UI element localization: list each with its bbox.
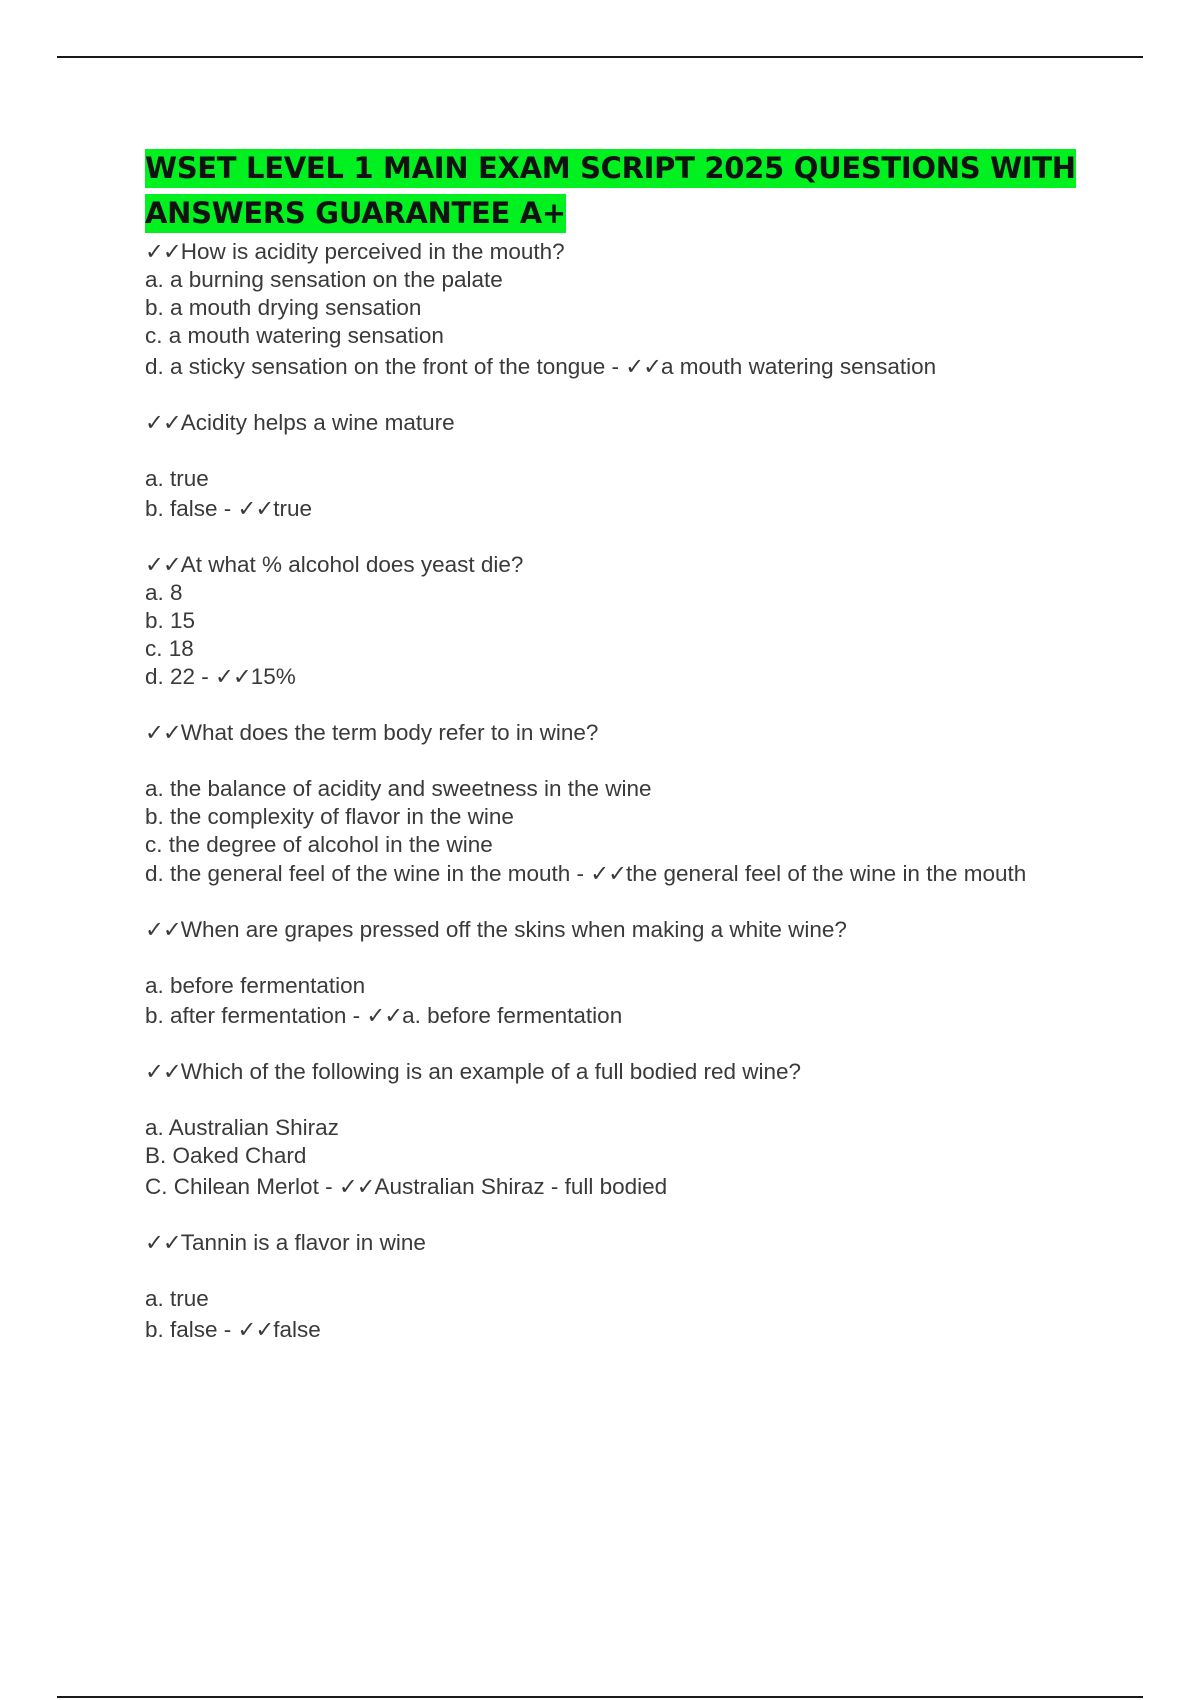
footer-rule bbox=[57, 1696, 1143, 1698]
check-icon: ✓✓ bbox=[338, 1174, 375, 1199]
question-block-1 bbox=[145, 238, 1085, 381]
question-text: ✓✓Which of the following is an example of a full bodied red wine? bbox=[145, 1059, 802, 1084]
option-b-with-answer: b. false - ✓✓true bbox=[145, 496, 313, 521]
check-icon: ✓✓ bbox=[590, 861, 626, 886]
option-b: B. Oaked Chard bbox=[145, 1143, 307, 1168]
question-text: ✓✓What does the term body refer to in wine? bbox=[145, 720, 599, 745]
answer-text: 15% bbox=[250, 664, 296, 689]
question-block-7 bbox=[145, 1229, 1085, 1344]
question-block-2 bbox=[145, 409, 1085, 523]
option-b: b. 15 bbox=[145, 608, 196, 633]
option-c: c. 18 bbox=[145, 636, 194, 661]
header-rule bbox=[57, 56, 1143, 58]
check-icon: ✓✓ bbox=[145, 239, 181, 264]
spacer bbox=[145, 1257, 1085, 1285]
check-icon: ✓✓ bbox=[145, 917, 181, 942]
check-icon: ✓✓ bbox=[145, 1059, 181, 1084]
check-icon: ✓✓ bbox=[366, 1003, 403, 1028]
page-title bbox=[145, 146, 1085, 236]
spacer bbox=[145, 691, 1085, 719]
option-a: a. the balance of acidity and sweetness in the wine bbox=[145, 776, 652, 801]
option-a: a. true bbox=[145, 466, 209, 491]
option-d-with-answer: d. 22 - ✓✓15% bbox=[145, 664, 296, 689]
spacer bbox=[145, 523, 1085, 551]
option-b: b. the complexity of flavor in the wine bbox=[145, 804, 514, 829]
title-highlight: WSET LEVEL 1 MAIN EXAM SCRIPT 2025 QUESTIONS WITH ANSWERS GUARANTEE A+ bbox=[145, 149, 1076, 233]
option-a: a. a burning sensation on the palate bbox=[145, 267, 503, 292]
option-a: a. true bbox=[145, 1286, 209, 1311]
check-icon: ✓✓ bbox=[237, 496, 274, 521]
question-text: ✓✓How is acidity perceived in the mouth? bbox=[145, 239, 565, 264]
question-block-6 bbox=[145, 1058, 1085, 1201]
check-icon: ✓✓ bbox=[145, 410, 181, 435]
check-icon: ✓✓ bbox=[625, 354, 662, 379]
answer-text: the general feel of the wine in the mouth bbox=[626, 861, 1027, 886]
option-a: a. before fermentation bbox=[145, 973, 366, 998]
question-text: ✓✓Tannin is a flavor in wine bbox=[145, 1230, 426, 1255]
spacer bbox=[145, 747, 1085, 775]
option-c: c. the degree of alcohol in the wine bbox=[145, 832, 493, 857]
check-icon: ✓✓ bbox=[215, 664, 251, 689]
spacer bbox=[145, 944, 1085, 972]
question-block-5 bbox=[145, 916, 1085, 1030]
spacer bbox=[145, 1201, 1085, 1229]
option-b-with-answer: b. after fermentation - ✓✓a. before fermentation bbox=[145, 1003, 623, 1028]
question-block-3 bbox=[145, 551, 1085, 691]
check-icon: ✓✓ bbox=[237, 1317, 274, 1342]
option-b: b. a mouth drying sensation bbox=[145, 295, 422, 320]
spacer bbox=[145, 1030, 1085, 1058]
answer-text: false bbox=[273, 1317, 321, 1342]
document-body bbox=[145, 146, 1085, 1344]
spacer bbox=[145, 888, 1085, 916]
question-text: ✓✓Acidity helps a wine mature bbox=[145, 410, 455, 435]
spacer bbox=[145, 381, 1085, 409]
question-text: ✓✓When are grapes pressed off the skins when making a white wine? bbox=[145, 917, 847, 942]
option-a: a. Australian Shiraz bbox=[145, 1115, 339, 1140]
check-icon: ✓✓ bbox=[145, 720, 181, 745]
option-d-with-answer: d. the general feel of the wine in the mouth - ✓✓the general feel of the wine in the mouth bbox=[145, 861, 1027, 886]
option-b-with-answer: b. false - ✓✓false bbox=[145, 1317, 321, 1342]
answer-text: a mouth watering sensation bbox=[661, 354, 937, 379]
check-icon: ✓✓ bbox=[145, 552, 181, 577]
option-d-with-answer: d. a sticky sensation on the front of the tongue - ✓✓a mouth watering sensation bbox=[145, 354, 937, 379]
option-a: a. 8 bbox=[145, 580, 183, 605]
question-block-4 bbox=[145, 719, 1085, 888]
question-text: ✓✓At what % alcohol does yeast die? bbox=[145, 552, 524, 577]
spacer bbox=[145, 1086, 1085, 1114]
option-c-with-answer: C. Chilean Merlot - ✓✓Australian Shiraz - full bodied bbox=[145, 1174, 668, 1199]
check-icon: ✓✓ bbox=[145, 1230, 181, 1255]
spacer bbox=[145, 437, 1085, 465]
option-c: c. a mouth watering sensation bbox=[145, 323, 444, 348]
answer-text: a. before fermentation bbox=[402, 1003, 623, 1028]
answer-text: true bbox=[273, 496, 313, 521]
answer-text: Australian Shiraz - full bodied bbox=[374, 1174, 668, 1199]
